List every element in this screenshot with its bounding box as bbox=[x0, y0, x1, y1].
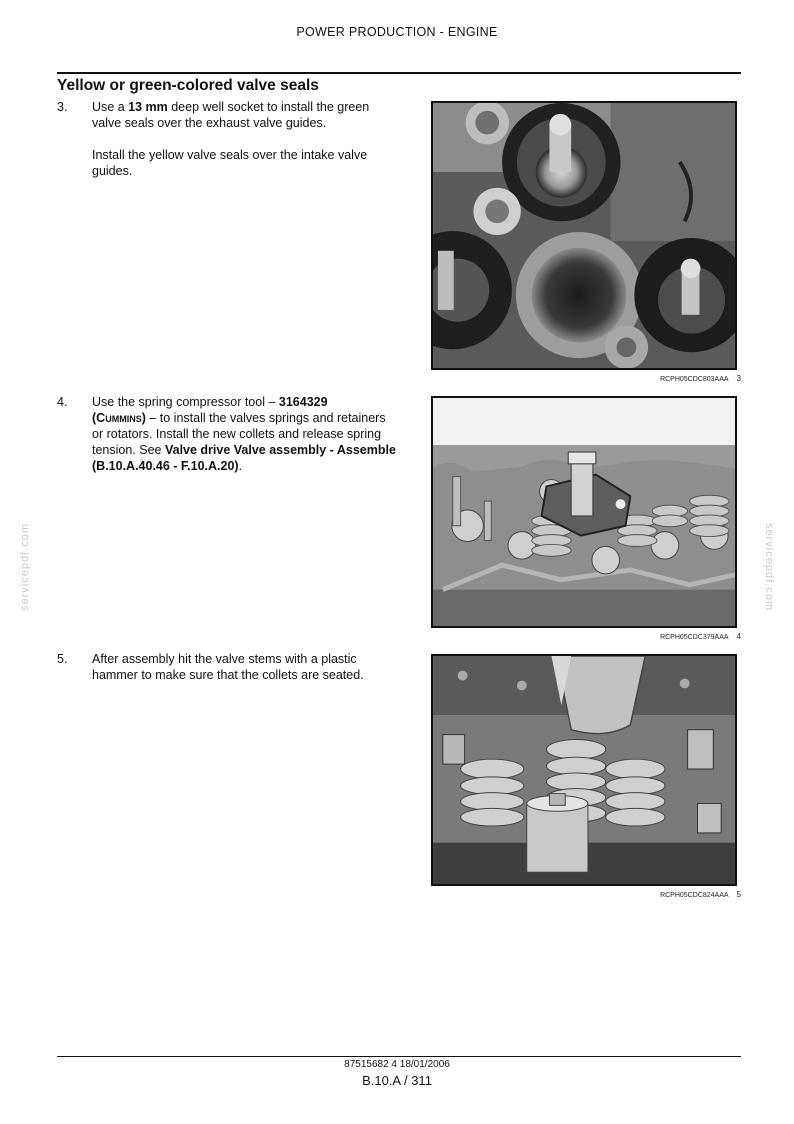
figure-number: 5 bbox=[736, 890, 741, 899]
footer-doc-code: 87515682 4 18/01/2006 bbox=[344, 1059, 450, 1070]
brand-name: Cummins bbox=[96, 411, 142, 425]
figure-number: 3 bbox=[736, 374, 741, 383]
figure-4-photo bbox=[431, 396, 737, 628]
figure-code: RCPH05CDC824AAA bbox=[660, 892, 729, 899]
step-5 bbox=[57, 651, 397, 683]
figure-code: RCPH05CDC803AAA bbox=[660, 376, 729, 383]
step-number: 3. bbox=[57, 100, 68, 114]
footer-page-number: B.10.A / 311 bbox=[362, 1073, 432, 1088]
spring-compressor-photo bbox=[433, 398, 735, 626]
plastic-hammer-photo bbox=[433, 656, 735, 884]
cross-reference-link[interactable]: Valve drive Valve assembly - Assemble (B.10.A.40.46 - F.10.A.20) bbox=[92, 443, 396, 473]
step-text: . bbox=[238, 459, 243, 473]
watermark-left: servicepdf.com bbox=[19, 523, 31, 611]
brand-paren: ) bbox=[141, 411, 146, 425]
step-4 bbox=[57, 394, 397, 474]
step-3-paragraph-2: Install the yellow valve seals over the intake valve guides. bbox=[92, 148, 368, 178]
figure-3-photo bbox=[431, 101, 737, 370]
step-3 bbox=[57, 99, 397, 179]
step-5-paragraph: After assembly hit the valve stems with a plastic hammer to make sure that the collets are seated. bbox=[92, 652, 364, 682]
step-text: Use the spring compressor tool – bbox=[92, 395, 279, 409]
socket-size: 13 mm bbox=[128, 100, 168, 114]
step-text: – to install the valves springs and retainers or rotators. Install the new collets and release spring tension. See bbox=[92, 411, 386, 457]
watermark-right: servicepdf.com bbox=[763, 523, 775, 611]
step-text: deep well socket to install the green valve seals over the exhaust valve guides. bbox=[92, 100, 370, 130]
figure-code: RCPH05CDC379AAA bbox=[660, 634, 729, 641]
section-title: Yellow or green-colored valve seals bbox=[57, 77, 319, 94]
brand-paren: ( bbox=[92, 411, 97, 425]
figure-4-caption bbox=[660, 632, 741, 641]
tool-number: 3164329 bbox=[278, 395, 328, 409]
figure-3-caption bbox=[660, 374, 741, 383]
step-3-paragraph-1 bbox=[92, 99, 397, 131]
figure-5-caption bbox=[660, 890, 741, 899]
footer-rule bbox=[57, 1056, 741, 1057]
step-number: 4. bbox=[57, 395, 68, 409]
step-number: 5. bbox=[57, 652, 68, 666]
figure-number: 4 bbox=[736, 632, 741, 641]
header-rule bbox=[57, 72, 741, 74]
valve-seals-photo bbox=[433, 103, 735, 368]
step-text: Use a bbox=[92, 100, 129, 114]
page-header: POWER PRODUCTION - ENGINE bbox=[296, 25, 498, 39]
figure-5-photo bbox=[431, 654, 737, 886]
step-4-paragraph bbox=[92, 394, 397, 474]
